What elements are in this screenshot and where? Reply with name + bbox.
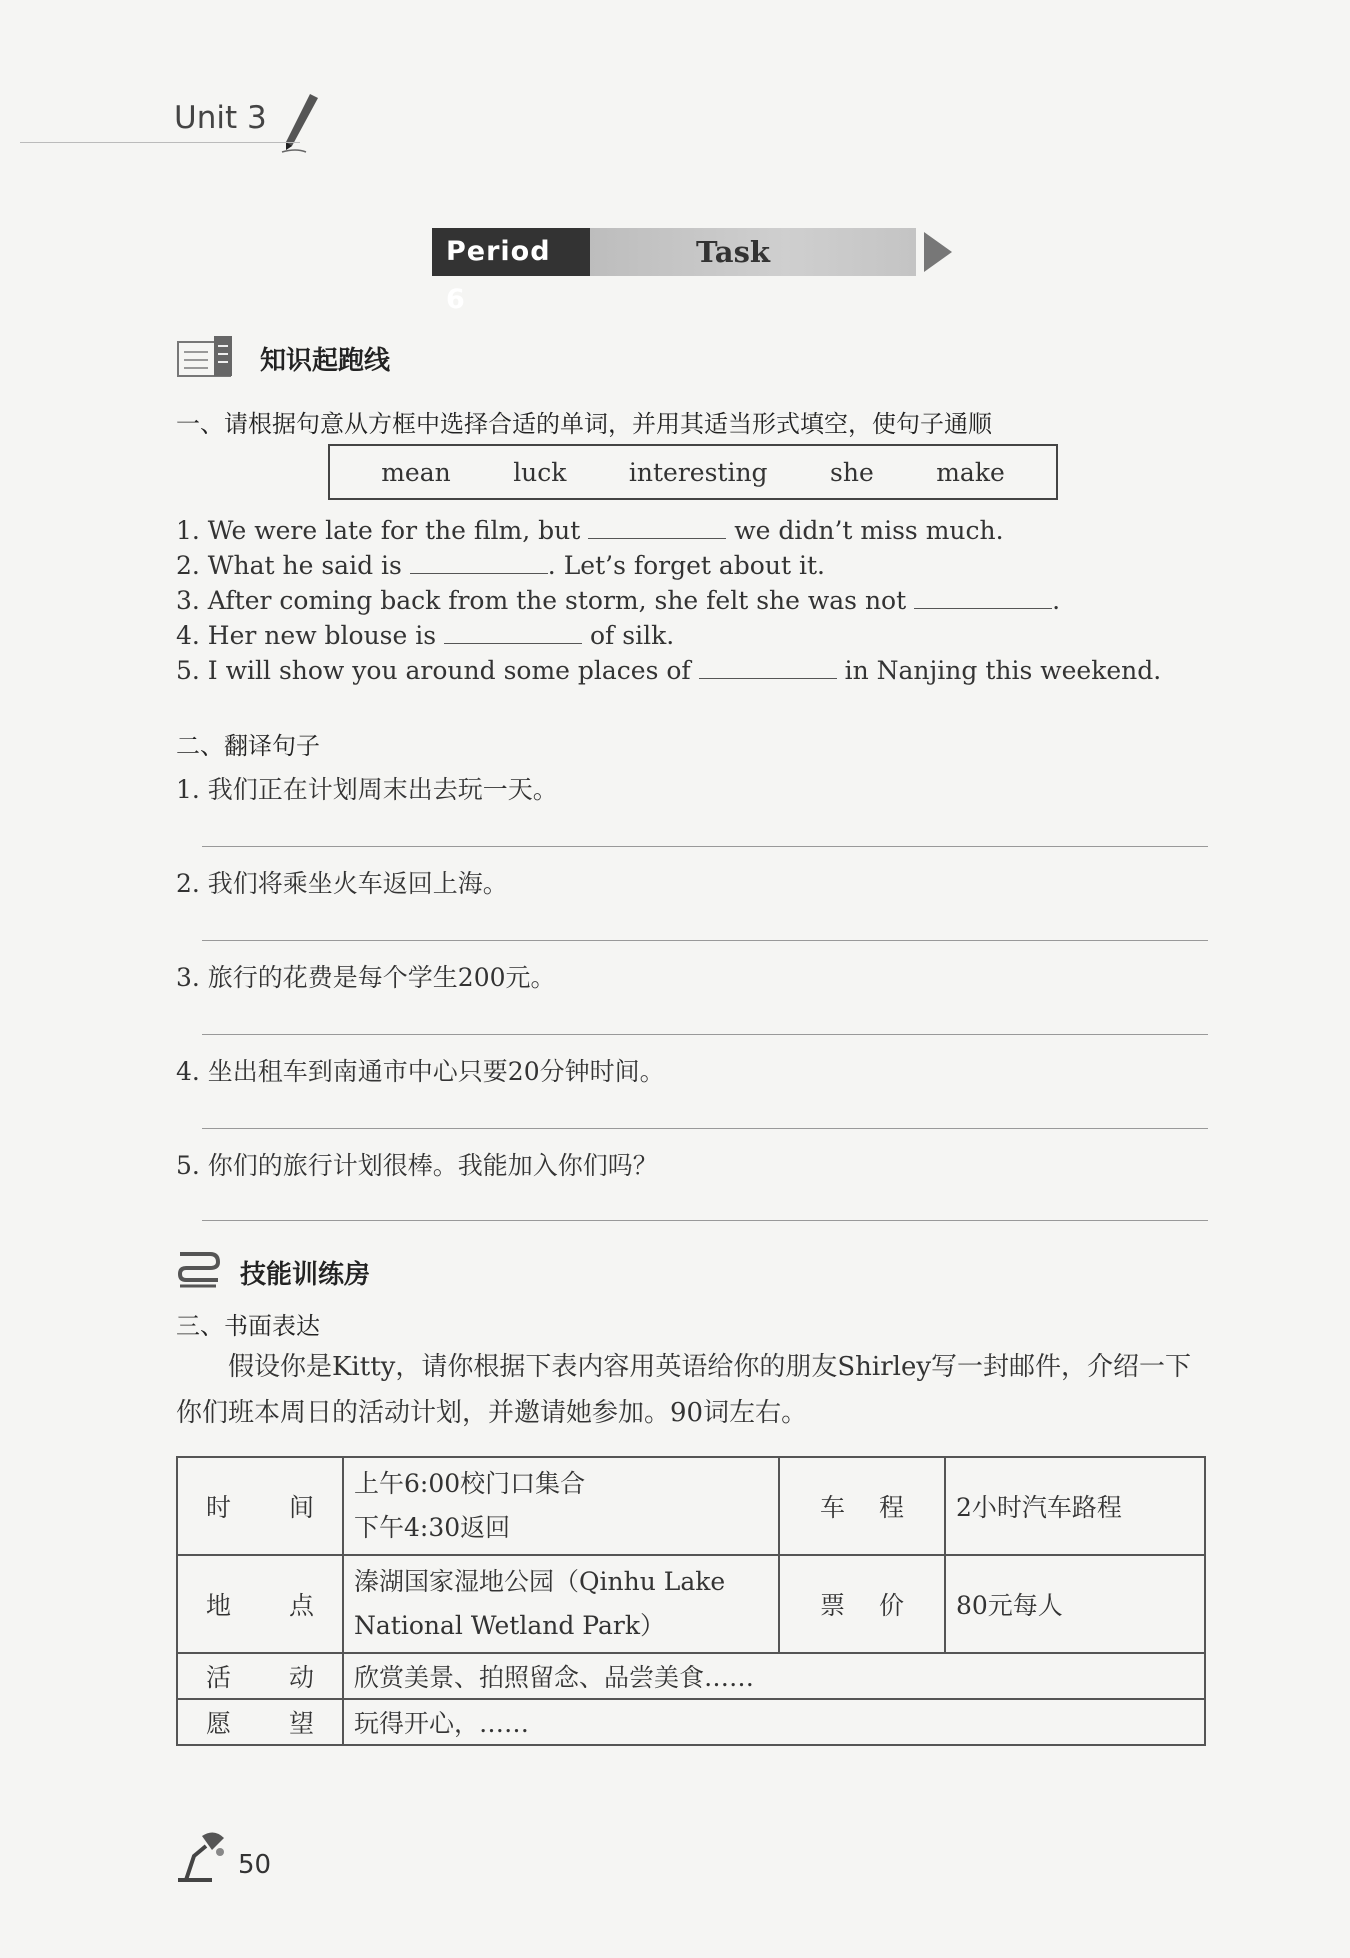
answer-blank[interactable] — [444, 622, 582, 644]
fill-item-text: of silk. — [590, 621, 675, 650]
fill-item-text: 3. After coming back from the storm, she felt she was not — [176, 586, 907, 615]
skill-icon — [176, 1248, 222, 1290]
table-label: 愿望 — [177, 1699, 343, 1745]
time-line-2: 下午4:30返回 — [354, 1513, 511, 1542]
fill-item-2 — [176, 551, 825, 580]
fill-item-text: 4. Her new blouse is — [176, 621, 437, 650]
fill-item-text: 1. We were late for the film, but — [176, 516, 581, 545]
word-option: luck — [513, 457, 567, 487]
period-banner — [432, 228, 952, 315]
answer-line[interactable] — [202, 940, 1208, 941]
translate-item-4: 4. 坐出租车到南通市中心只要20分钟时间。 — [176, 1057, 665, 1086]
task-label: Task — [590, 228, 916, 276]
part1-instruction: 一、请根据句意从方框中选择合适的单词，并用其适当形式填空，使句子通顺 — [176, 410, 992, 438]
table-label: 活动 — [177, 1653, 343, 1699]
answer-blank[interactable] — [410, 552, 548, 574]
plan-table — [176, 1456, 1206, 1746]
pen-icon — [276, 90, 324, 154]
book-icon — [176, 334, 238, 380]
section-title-skills: 技能训练房 — [240, 1260, 371, 1290]
period-label: Period 6 — [432, 228, 590, 276]
translate-item-5: 5. 你们的旅行计划很棒。我能加入你们吗？ — [176, 1151, 658, 1180]
table-label: 车程 — [779, 1457, 945, 1555]
word-option: interesting — [628, 457, 768, 487]
table-label: 时间 — [177, 1457, 343, 1555]
table-label: 地点 — [177, 1555, 343, 1653]
unit-heading: Unit 3 — [174, 100, 267, 136]
fill-item-text: we didn’t miss much. — [734, 516, 1004, 545]
table-cell: 欣赏美景、拍照留念、品尝美食…… — [343, 1653, 1205, 1699]
fill-item-text: 2. What he said is — [176, 551, 402, 580]
word-option: make — [936, 457, 1005, 487]
table-cell: 2小时汽车路程 — [945, 1457, 1205, 1555]
table-cell — [343, 1555, 779, 1653]
fill-item-text: . — [1052, 586, 1061, 615]
table-cell: 80元每人 — [945, 1555, 1205, 1653]
fill-item-text: in Nanjing this weekend. — [844, 656, 1162, 685]
translate-item-2: 2. 我们将乘坐火车返回上海。 — [176, 869, 508, 898]
fill-item-3 — [176, 586, 1060, 615]
part3-instruction: 三、书面表达 — [176, 1312, 320, 1340]
page-number: 50 — [238, 1850, 272, 1880]
fill-item-4 — [176, 621, 674, 650]
place-line-1: 溱湖国家湿地公园（Qinhu Lake — [354, 1567, 726, 1596]
header-rule — [20, 142, 300, 143]
arrow-right-icon — [924, 232, 952, 272]
table-cell: 玩得开心，…… — [343, 1699, 1205, 1745]
writing-prompt: 假设你是Kitty，请你根据下表内容用英语给你的朋友Shirley写一封邮件，介绍一下你们班本周日的活动计划，并邀请她参加。90词左右。 — [176, 1352, 1192, 1428]
place-line-2: National Wetland Park） — [354, 1611, 665, 1640]
fill-item-5 — [176, 656, 1161, 685]
answer-line[interactable] — [202, 846, 1208, 847]
lamp-icon — [172, 1826, 232, 1884]
word-option: she — [830, 457, 874, 487]
fill-item-text: 5. I will show you around some places of — [176, 656, 691, 685]
fill-item-text: . Let’s forget about it. — [547, 551, 825, 580]
answer-line[interactable] — [202, 1128, 1208, 1129]
table-row — [177, 1699, 1205, 1745]
answer-blank[interactable] — [914, 587, 1052, 609]
answer-blank[interactable] — [699, 657, 837, 679]
table-row — [177, 1653, 1205, 1699]
answer-line[interactable] — [202, 1220, 1208, 1221]
table-cell — [343, 1457, 779, 1555]
part2-instruction: 二、翻译句子 — [176, 732, 320, 760]
translate-item-1: 1. 我们正在计划周末出去玩一天。 — [176, 775, 558, 804]
section-title-knowledge: 知识起跑线 — [260, 346, 391, 376]
table-row — [177, 1457, 1205, 1555]
word-option: mean — [381, 457, 451, 487]
answer-blank[interactable] — [588, 517, 726, 539]
table-label: 票价 — [779, 1555, 945, 1653]
fill-item-1 — [176, 516, 1004, 545]
time-line-1: 上午6:00校门口集合 — [354, 1469, 586, 1498]
translate-item-3: 3. 旅行的花费是每个学生200元。 — [176, 963, 556, 992]
table-row — [177, 1555, 1205, 1653]
word-box — [328, 444, 1058, 500]
answer-line[interactable] — [202, 1034, 1208, 1035]
